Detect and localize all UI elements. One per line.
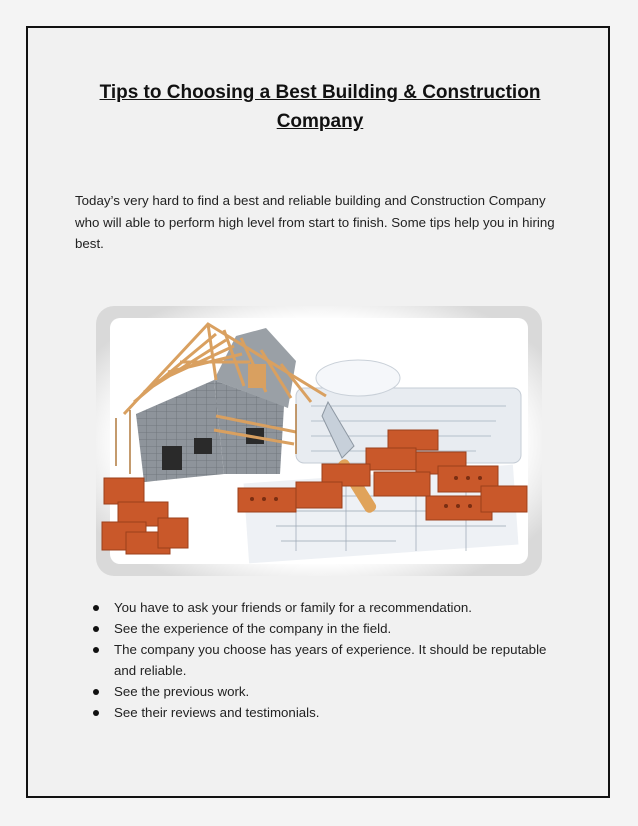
tip-text: You have to ask your friends or family for a recommendation. [114, 600, 472, 615]
list-item [93, 702, 563, 723]
list-item [93, 639, 563, 681]
list-item [93, 597, 563, 618]
tip-text: See the experience of the company in the field. [114, 621, 392, 636]
bullet-icon [93, 605, 99, 611]
list-item [93, 618, 563, 639]
list-item [93, 681, 563, 702]
tips-list [93, 597, 563, 723]
bullet-icon [93, 626, 99, 632]
tip-text: See the previous work. [114, 684, 250, 699]
page-title: Tips to Choosing a Best Building & Construction Company [99, 82, 541, 132]
bullet-icon [93, 710, 99, 716]
bullet-icon [93, 689, 99, 695]
tip-text: See their reviews and testimonials. [114, 705, 320, 720]
house-construction-image [96, 306, 542, 576]
bullet-icon [93, 647, 99, 653]
tip-text: The company you choose has years of experience. It should be reputable and reliable. [114, 642, 547, 678]
intro-paragraph: Today’s very hard to find a best and reliable building and Construction Company who will able to perform high level from start to finish. Some tips help you in hiring best. [75, 193, 555, 251]
